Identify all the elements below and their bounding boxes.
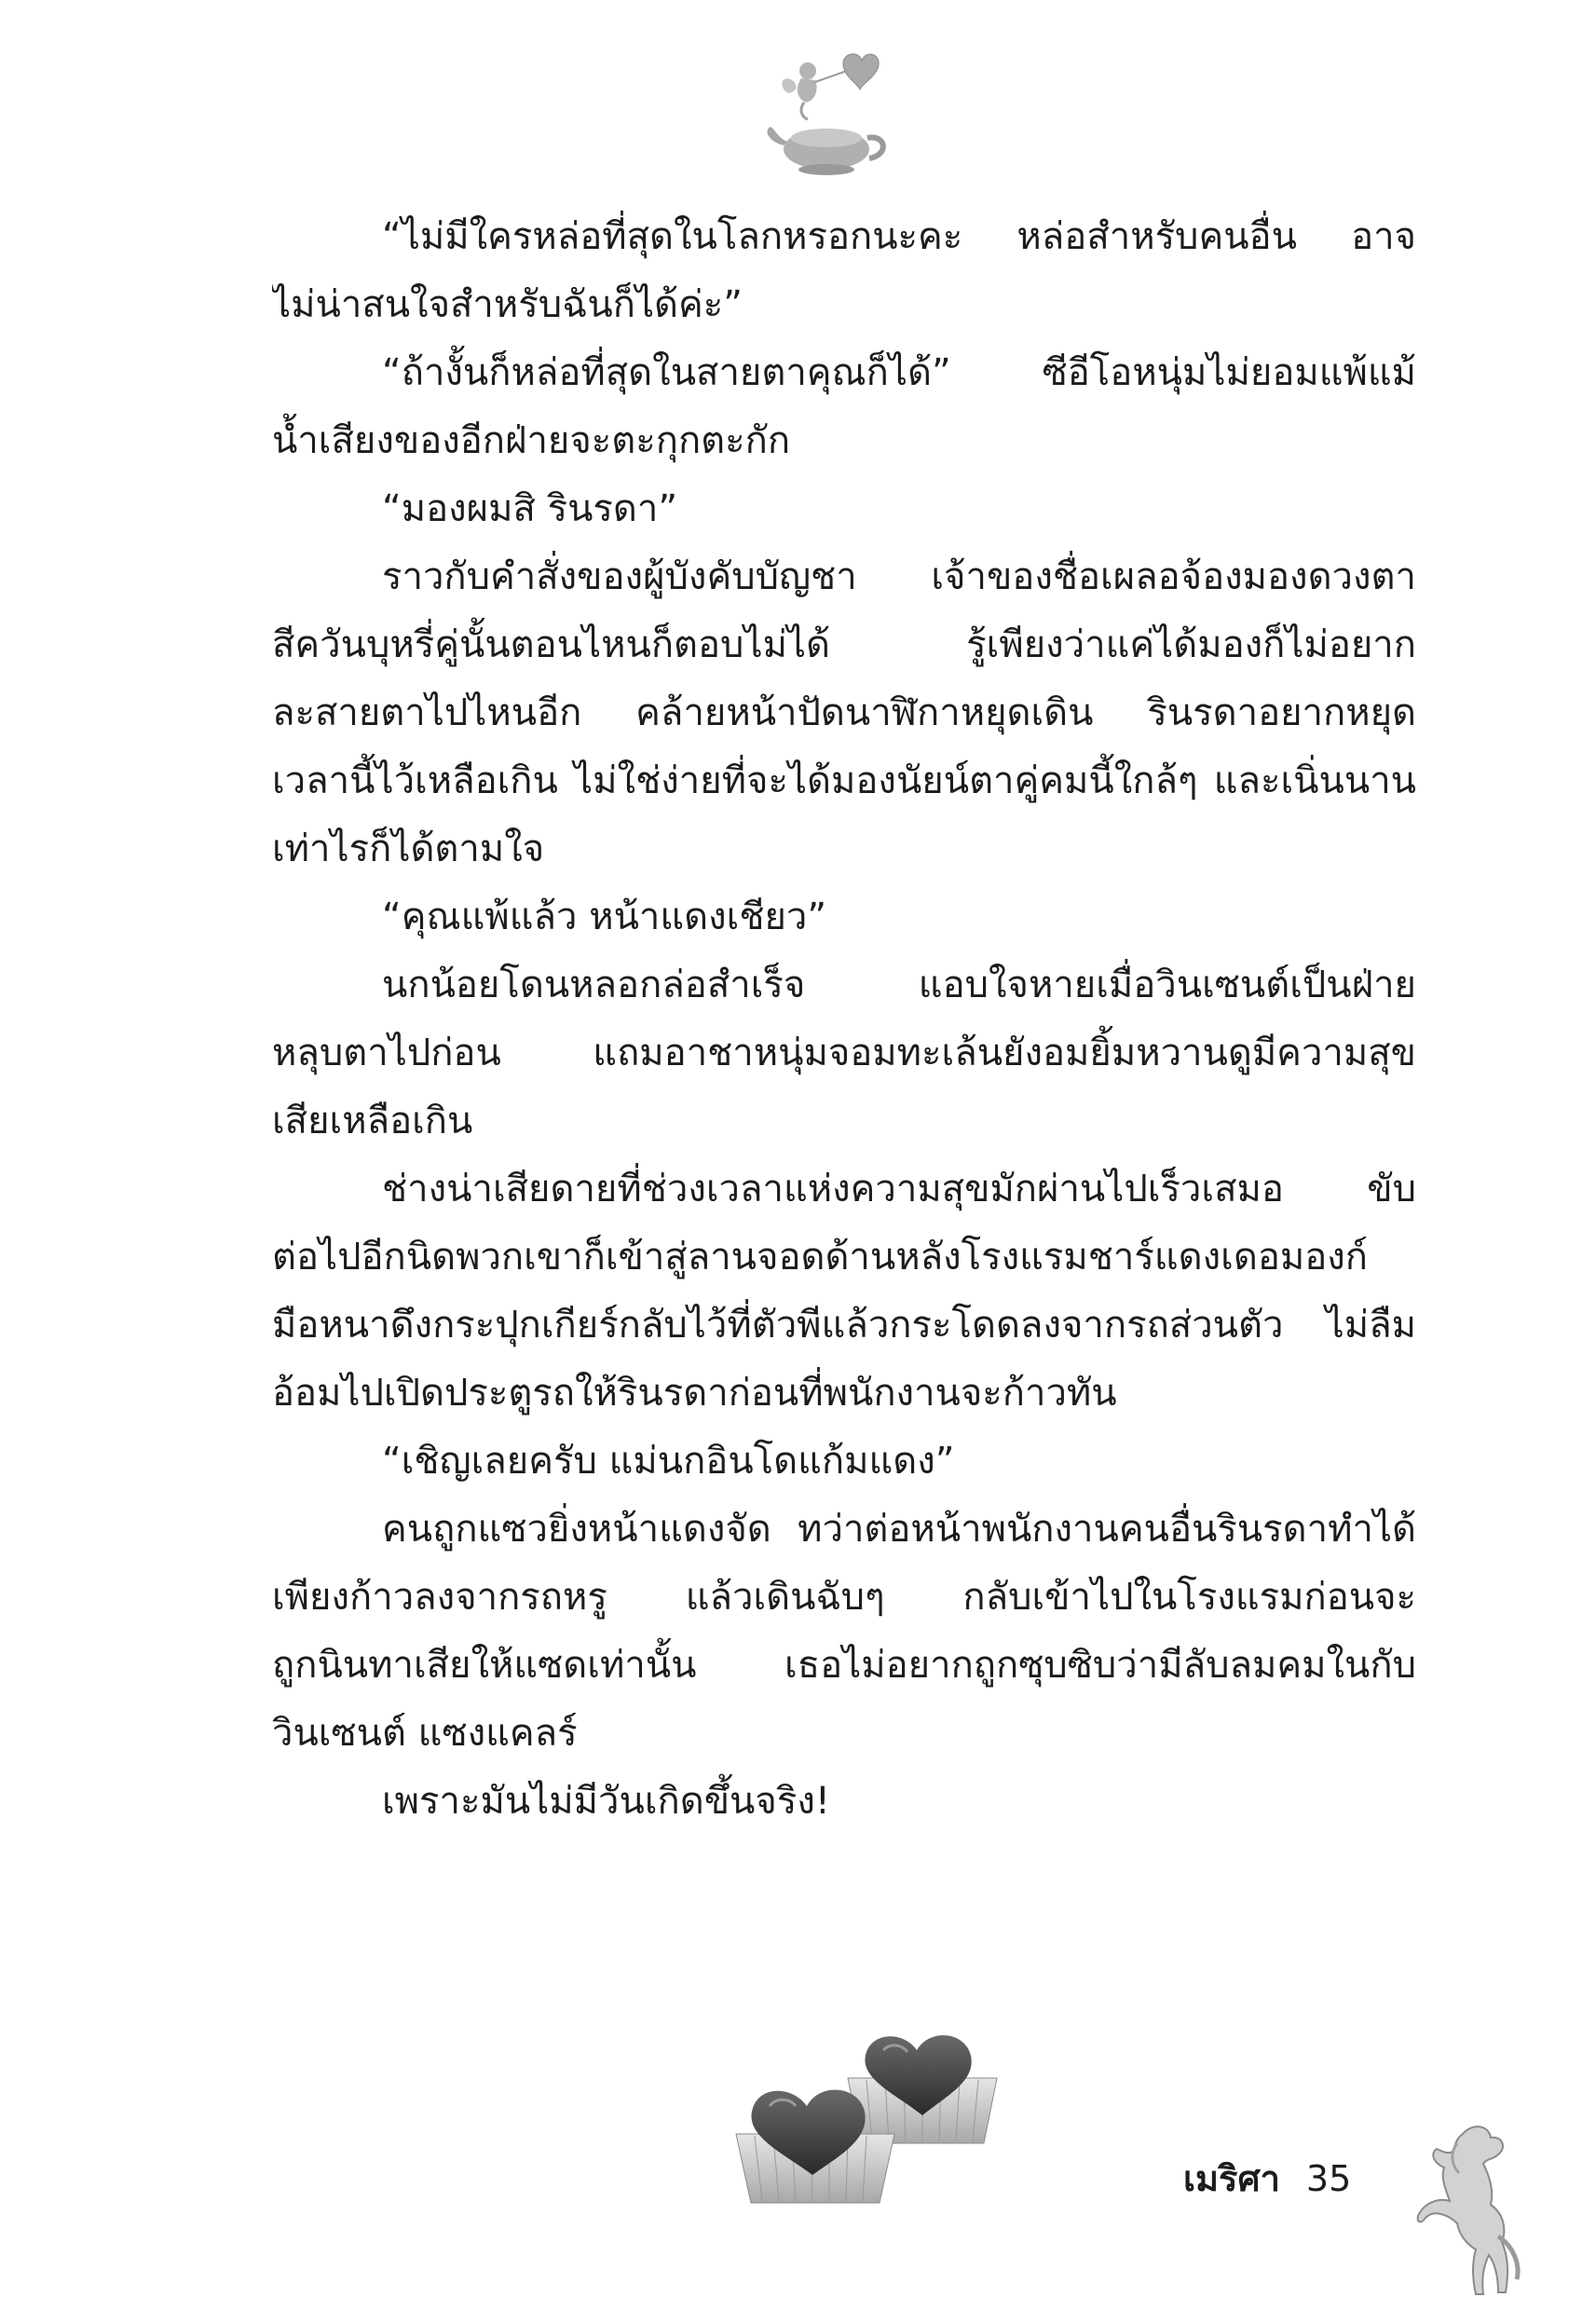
text-line: “เชิญเลยครับ แม่นกอินโดแก้มแดง” [382, 1440, 955, 1483]
text-line: “ไม่มีใครหล่อที่สุดในโลกหรอกนะคะ หล่อสำหรับคนอื่น อาจ [382, 215, 1416, 258]
text-line: วินเซนต์ แซงแคลร์ [272, 1712, 578, 1755]
text-line: เท่าไรก็ได้ตามใจ [272, 827, 545, 870]
page-footer [1183, 2151, 1351, 2207]
text-line: “มองผมสิ รินรดา” [382, 487, 678, 530]
text-line: “คุณแพ้แล้ว หน้าแดงเชียว” [382, 896, 827, 938]
text-line: ไม่น่าสนใจสำหรับฉันก็ได้ค่ะ” [272, 283, 743, 326]
text-line: เพราะมันไม่มีวันเกิดขึ้นจริง! [382, 1780, 830, 1823]
text-line: สีควันบุหรี่คู่นั้นตอนไหนก็ตอบไม่ได้ รู้เพียงว่าแค่ได้มองก็ไม่อยาก [272, 623, 1416, 666]
text-line: นกน้อยโดนหลอกล่อสำเร็จ แอบใจหายเมื่อวินเซนต์เป็นฝ่าย [382, 964, 1416, 1006]
text-line: ละสายตาไปไหนอีก คล้ายหน้าปัดนาฬิกาหยุดเดิน รินรดาอยากหยุด [272, 691, 1416, 734]
text-line: เสียเหลือเกิน [272, 1100, 473, 1142]
body-text [272, 203, 1416, 1836]
text-line: ราวกับคำสั่งของผู้บังคับบัญชา เจ้าของชื่อเผลอจ้องมองดวงตา [382, 555, 1416, 598]
text-line: มือหนาดึงกระปุกเกียร์กลับไว้ที่ตัวพีแล้วกระโดดลงจากรถส่วนตัว ไม่ลืม [272, 1304, 1416, 1347]
running-title: เมริศา [1183, 2158, 1280, 2199]
text-line: ต่อไปอีกนิดพวกเขาก็เข้าสู่ลานจอดด้านหลังโรงแรมชาร์แดงเดอมองก์ [272, 1236, 1368, 1279]
text-line: ช่างน่าเสียดายที่ช่วงเวลาแห่งความสุขมักผ่านไปเร็วเสมอ ขับ [382, 1168, 1416, 1210]
text-line: อ้อมไปเปิดประตูรถให้รินรดาก่อนที่พนักงานจะก้าวทัน [272, 1372, 1117, 1415]
page-number: 35 [1305, 2158, 1352, 2199]
text-line: หลุบตาไปก่อน แถมอาชาหนุ่มจอมทะเล้นยังอมยิ้มหวานดูมีความสุข [272, 1032, 1416, 1074]
heart-chocolates-icon [717, 2003, 1016, 2218]
text-line: เวลานี้ไว้เหลือเกิน ไม่ใช่ง่ายที่จะได้มองนัยน์ตาคู่คมนี้ใกล้ๆ และเนิ่นนาน [272, 759, 1416, 802]
cupid-teapot-ornament-icon [750, 45, 899, 185]
text-line: คนถูกแซวยิ่งหน้าแดงจัด ทว่าต่อหน้าพนักงานคนอื่นรินรดาทำได้ [382, 1508, 1416, 1551]
text-line: น้ำเสียงของอีกฝ่ายจะตะกุกตะกัก [272, 419, 791, 462]
text-line: “ถ้างั้นก็หล่อที่สุดในสายตาคุณก็ได้” ซีอีโอหนุ่มไม่ยอมแพ้แม้ [382, 351, 1416, 394]
rearing-horse-icon [1398, 2115, 1528, 2302]
text-line: ถูกนินทาเสียให้แซดเท่านั้น เธอไม่อยากถูกซุบซิบว่ามีลับลมคมในกับ [272, 1644, 1416, 1687]
text-line: เพียงก้าวลงจากรถหรู แล้วเดินฉับๆ กลับเข้าไปในโรงแรมก่อนจะ [272, 1576, 1416, 1619]
